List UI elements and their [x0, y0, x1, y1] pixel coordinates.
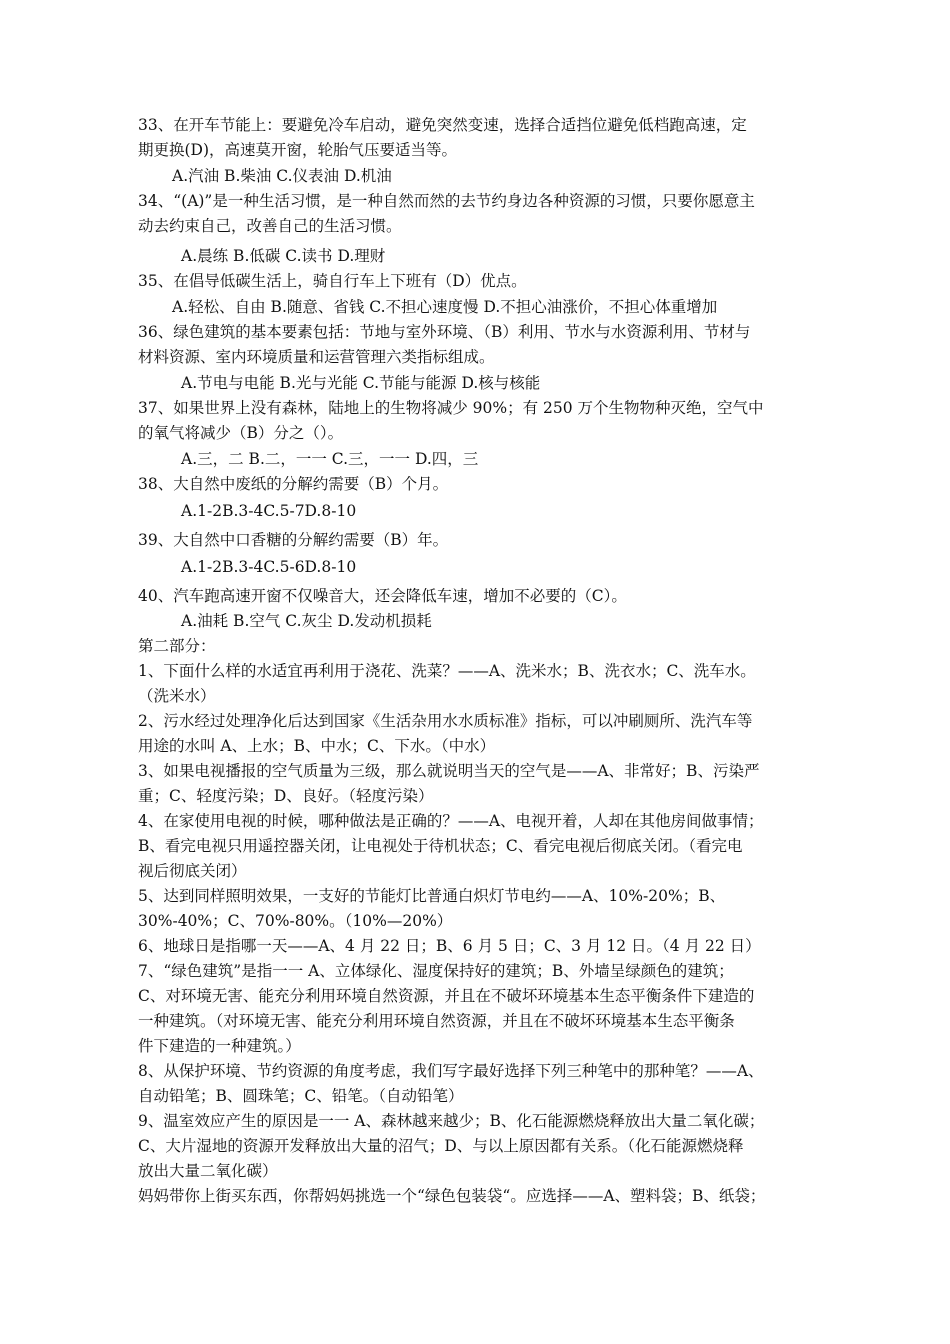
p2-q9-line-1: 9、温室效应产生的原因是一一 A、森林越来越少；B、化石能源燃烧释放出大量二氧化碳；	[138, 1112, 765, 1130]
q34-line-2: 动去约束自己，改善自己的生活习惯。	[138, 217, 402, 235]
q36-line-2: 材料资源、室内环境质量和运营管理六类指标组成。	[138, 348, 495, 366]
p2-q5-line-2: 30%-40%；C、70%-80%。（10%—20%）	[138, 912, 453, 930]
p2-q4-line-3: 视后彻底关闭）	[138, 862, 247, 880]
q38-options: A.1-2B.3-4C.5-7D.8-10	[181, 502, 357, 520]
p2-q5-line-1: 5、达到同样照明效果，一支好的节能灯比普通白炽灯节电约——A、10%-20%；B、	[138, 887, 726, 905]
p2-q2-line-1: 2、污水经过处理净化后达到国家《生活杂用水水质标准》指标，可以冲刷厕所、洗汽车等	[138, 712, 753, 730]
q35-options: A.轻松、自由 B.随意、省钱 C.不担心速度慢 D.不担心油涨价，不担心体重增加	[172, 298, 718, 316]
p2-q1-line-2: （洗米水）	[138, 687, 216, 705]
q36-line-1: 36、绿色建筑的基本要素包括：节地与室外环境、（B）利用、节水与水资源利用、节材与	[138, 323, 751, 341]
q39-line-1: 39、大自然中口香糖的分解约需要（B）年。	[138, 531, 449, 549]
p2-q4-line-1: 4、在家使用电视的时候，哪种做法是正确的？——A、电视开着，人却在其他房间做事情；	[138, 812, 764, 830]
q39-options: A.1-2B.3-4C.5-6D.8-10	[181, 558, 357, 576]
q37-line-2: 的氧气将减少（B）分之（）。	[138, 424, 344, 442]
p2-q2-line-2: 用途的水叫 A、上水；B、中水；C、下水。（中水）	[138, 737, 496, 755]
q35-line-1: 35、在倡导低碳生活上，骑自行车上下班有（D）优点。	[138, 272, 527, 290]
p2-q7-line-1: 7、“绿色建筑”是指一一 A、立体绿化、湿度保持好的建筑；B、外墙呈绿颜色的建筑；	[138, 962, 734, 980]
p2-q9-line-3: 放出大量二氧化碳）	[138, 1162, 278, 1180]
q40-options: A.油耗 B.空气 C.灰尘 D.发动机损耗	[181, 612, 432, 630]
q36-options: A.节电与电能 B.光与光能 C.节能与能源 D.核与核能	[181, 374, 541, 392]
p2-q1-line-1: 1、下面什么样的水适宜再利用于浇花、洗菜？——A、洗米水；B、洗衣水；C、洗车水。	[138, 662, 756, 680]
q38-line-1: 38、大自然中废纸的分解约需要（B）个月。	[138, 475, 449, 493]
p2-q8-line-2: 自动铅笔；B、圆珠笔；C、铅笔。（自动铅笔）	[138, 1087, 464, 1105]
q37-options: A.三，二 B.二，一一 C.三，一一 D.四，三	[181, 450, 479, 468]
p2-q9-line-2: C、大片湿地的资源开发释放出大量的沼气；D、与以上原因都有关系。（化石能源燃烧释	[138, 1137, 744, 1155]
p2-q3-line-2: 重；C、轻度污染；D、良好。（轻度污染）	[138, 787, 434, 805]
p2-q6-line-1: 6、地球日是指哪一天——A、4 月 22 日；B、6 月 5 日；C、3 月 12 日。（4 月 22 日）	[138, 937, 761, 955]
q34-options: A.晨练 B.低碳 C.读书 D.理财	[181, 247, 386, 265]
q33-options: A.汽油 B.柴油 C.仪表油 D.机油	[172, 167, 392, 185]
q37-line-1: 37、如果世界上没有森林，陆地上的生物将减少 90%；有 250 万个生物物种灭绝，空气中	[138, 399, 764, 417]
p2-q4-line-2: B、看完电视只用遥控器关闭，让电视处于待机状态；C、看完电视后彻底关闭。（看完电	[138, 837, 743, 855]
p2-q8-line-1: 8、从保护环境、节约资源的角度考虑，我们写字最好选择下列三种笔中的那种笔？——A、	[138, 1062, 764, 1080]
q33-line-2: 期更换(D)，高速莫开窗，轮胎气压要适当等。	[138, 141, 458, 159]
p2-q7-line-2: C、对环境无害、能充分利用环境自然资源，并且在不破坏环境基本生态平衡条件下建造的	[138, 987, 755, 1005]
q33-line-1: 33、在开车节能上：要避免冷车启动，避免突然变速，选择合适挡位避免低档跑高速，定	[138, 116, 747, 134]
p2-q7-line-3: 一种建筑。（对环境无害、能充分利用环境自然资源，并且在不破坏环境基本生态平衡条	[138, 1012, 735, 1030]
p2-q7-line-4: 件下建造的一种建筑。）	[138, 1037, 301, 1055]
q40-line-1: 40、汽车跑高速开窗不仅噪音大，还会降低车速，增加不必要的（C）。	[138, 587, 627, 605]
part-two-heading: 第二部分：	[138, 637, 216, 655]
p2-q3-line-1: 3、如果电视播报的空气质量为三级，那么就说明当天的空气是——A、非常好；B、污染严	[138, 762, 760, 780]
p2-q10-line-1: 妈妈带你上街买东西，你帮妈妈挑选一个“绿色包装袋“。应选择——A、塑料袋；B、纸袋；	[138, 1187, 766, 1205]
q34-line-1: 34、“(A)”是一种生活习惯，是一种自然而然的去节约身边各种资源的习惯，只要你愿意主	[138, 192, 755, 210]
